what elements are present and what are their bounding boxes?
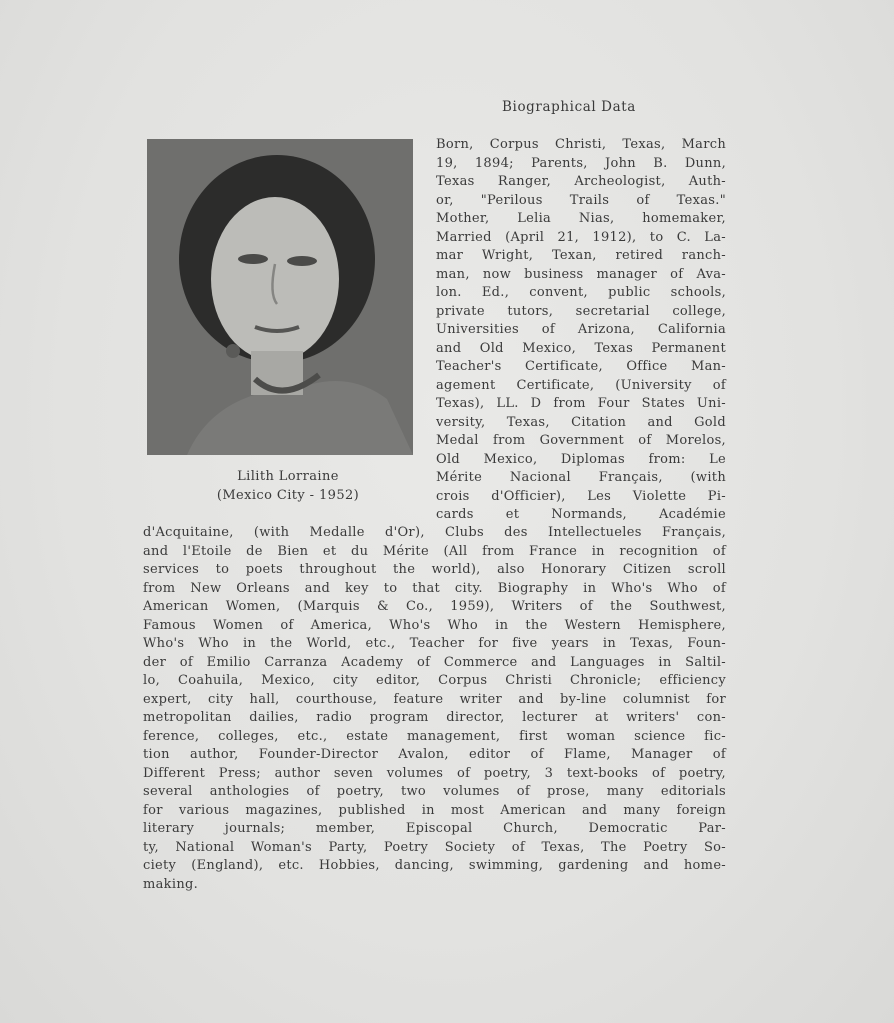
bio-line: metropolitan dailies, radio program director, lecturer at writers' con-	[143, 710, 726, 725]
bio-line: ciety (England), etc. Hobbies, dancing, swimming, gardening and home-	[143, 858, 726, 873]
bio-line: d'Acquitaine, (with Medalle d'Or), Clubs des Intellectueles Français,	[143, 525, 726, 540]
bio-line: crois d'Officier), Les Violette Pi-	[436, 488, 726, 504]
bio-line: Born, Corpus Christi, Texas, March	[436, 137, 726, 152]
bio-line: Who's Who in the World, etc., Teacher for five years in Texas, Foun-	[143, 636, 726, 651]
bio-line: Mérite Nacional Français, (with	[436, 470, 726, 485]
portrait-photo	[147, 139, 413, 455]
bio-full-text	[143, 524, 726, 894]
bio-line: 19, 1894; Parents, John B. Dunn,	[436, 155, 726, 171]
bio-line: or, "Perilous Trails of Texas."	[436, 192, 726, 208]
bio-line: Married (April 21, 1912), to C. La-	[436, 229, 726, 245]
bio-line: and Old Mexico, Texas Permanent	[436, 340, 726, 356]
bio-line: literary journals; member, Episcopal Church, Democratic Par-	[143, 821, 726, 836]
bio-line: Universities of Arizona, California	[436, 322, 726, 337]
bio-line: lo, Coahuila, Mexico, city editor, Corpus Christi Chronicle; efficiency	[143, 673, 726, 688]
photo-caption	[180, 468, 396, 505]
bio-line: Old Mexico, Diplomas from: Le	[436, 451, 726, 467]
bio-column-text	[436, 136, 726, 525]
bio-line: der of Emilio Carranza Academy of Commerce and Languages in Saltil-	[143, 654, 726, 670]
bio-line: several anthologies of poetry, two volumes of prose, many editorials	[143, 784, 726, 799]
bio-line: mar Wright, Texan, retired ranch-	[436, 248, 726, 263]
bio-line: agement Certificate, (University of	[436, 377, 726, 393]
caption-place-date: (Mexico City - 1952)	[216, 487, 360, 503]
bio-line: tion author, Founder-Director Avalon, editor of Flame, Manager of	[143, 747, 726, 762]
bio-line: Teacher's Certificate, Office Man-	[436, 359, 726, 374]
bio-line: Famous Women of America, Who's Who in the Western Hemisphere,	[143, 617, 726, 633]
bio-line: making.	[143, 876, 199, 892]
bio-line: from New Orleans and key to that city. Biography in Who's Who of	[143, 580, 726, 596]
bio-line: for various magazines, published in most American and many foreign	[143, 802, 726, 818]
bio-line: services to poets throughout the world), also Honorary Citizen scroll	[143, 562, 726, 577]
bio-line: Texas), LL. D from Four States Uni-	[436, 396, 726, 411]
bio-line: American Women, (Marquis & Co., 1959), Writers of the Southwest,	[143, 599, 726, 614]
bio-line: expert, city hall, courthouse, feature writer and by-line columnist for	[143, 691, 726, 707]
caption-name: Lilith Lorraine	[237, 469, 339, 484]
bio-line: and l'Etoile de Bien et du Mérite (All from France in recognition of	[143, 543, 726, 559]
bio-line: Texas Ranger, Archeologist, Auth-	[436, 174, 726, 189]
page-title: Biographical Data	[502, 99, 636, 115]
bio-line: Different Press; author seven volumes of poetry, 3 text-books of poetry,	[143, 765, 726, 781]
bio-line: cards et Normands, Académie	[436, 507, 726, 522]
bio-line: Mother, Lelia Nias, homemaker,	[436, 211, 726, 226]
bio-line: man, now business manager of Ava-	[436, 266, 726, 282]
bio-line: private tutors, secretarial college,	[436, 303, 726, 319]
bio-line: ty, National Woman's Party, Poetry Society of Texas, The Poetry So-	[143, 839, 726, 855]
bio-line: lon. Ed., convent, public schools,	[436, 285, 726, 300]
bio-line: Medal from Government of Morelos,	[436, 433, 726, 448]
bio-line: versity, Texas, Citation and Gold	[436, 414, 726, 430]
bio-line: ference, colleges, etc., estate management, first woman science fic-	[143, 728, 726, 744]
